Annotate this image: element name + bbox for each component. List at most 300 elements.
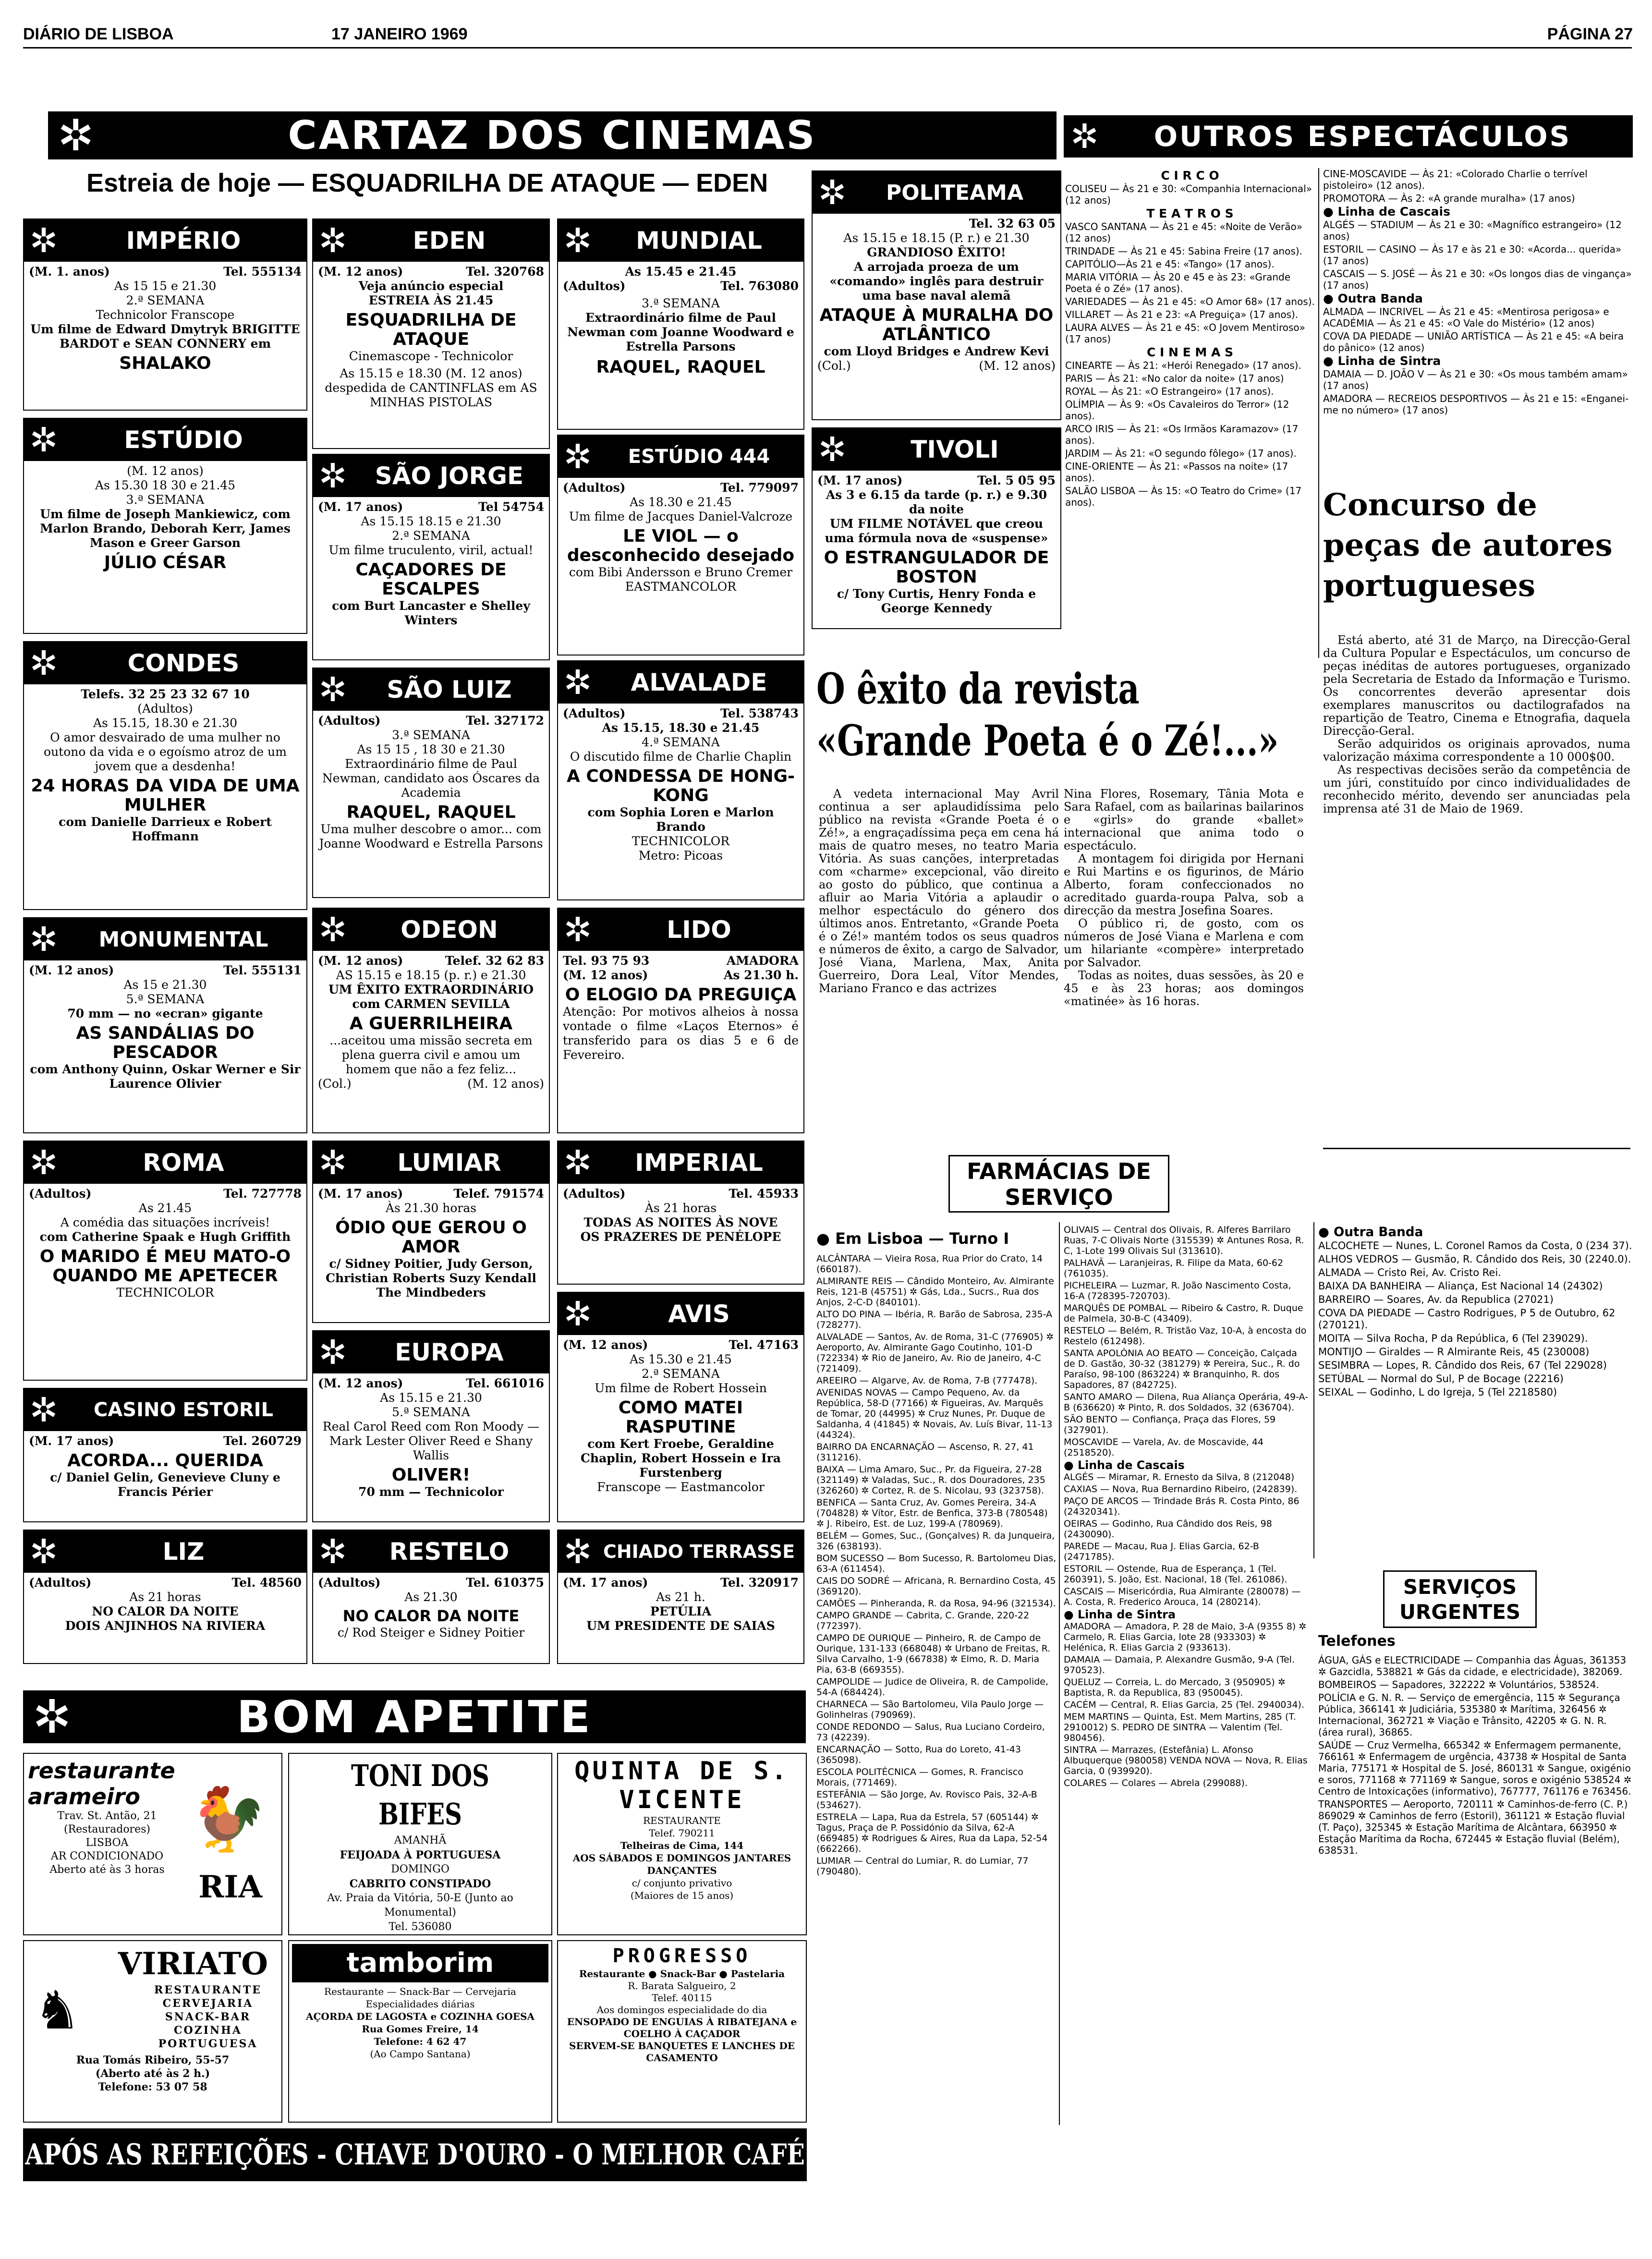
director: Um filme de Jacques Daniel-Valcroze: [569, 510, 793, 523]
cartaz-banner: [48, 111, 1057, 159]
pharmacy-entry: RESTELO — Belém, R. Tristão Vaz, 10-A, à encosta do Restelo (612498).: [1064, 1325, 1307, 1347]
rating: (M. 17 anos): [318, 500, 403, 514]
cinema-name: CHIADO TERRASSE: [603, 1541, 795, 1562]
service-entry: SAÚDE — Cruz Vermelha, 665342 ✲ Enfermagem permanente, 766161 ✲ Enfermagem de urgência, 43738 ✲ Hospital de Santa Maria, 775171 ✲ Hospital de S. José, 860131 ✲ Sangue, oxigénio e soros, 771168 ✲ 771169 ✲ Sangue, soros e oxigénio 538524 ✲ Centro de Intoxicações (informativo), 767777, 761176 e 763456.: [1318, 1739, 1632, 1797]
week: 2.ª SEMANA: [126, 293, 205, 307]
pharmacy-entry: ● Linha de Sintra: [1064, 1608, 1176, 1621]
pharmacy-entry: SESIMBRA — Lopes, R. Cândido dos Reis, 67 (Tel 229028): [1318, 1360, 1607, 1371]
times: As 21.45: [138, 1201, 192, 1215]
pharmacy-entry: ALCOCHETE — Nunes, L. Coronel Ramos da Costa, 0 (234 37).: [1318, 1240, 1632, 1251]
film-title: 24 HORAS DA VIDA DE UMA MULHER: [31, 776, 300, 815]
cinema-lumiar: [312, 1141, 550, 1323]
times: As 15.45 e 21.45: [625, 265, 737, 279]
film-title: CAÇADORES DE ESCALPES: [355, 560, 507, 599]
phone: Tel. 661016: [466, 1376, 544, 1390]
cinema-name: EDEN: [413, 227, 486, 255]
tamborim-title: tamborim: [292, 1944, 548, 1982]
credits: com Kert Froebe, Geraldine Chaplin, Robert Hossein e Ira Furstenberg: [581, 1437, 781, 1480]
rating: (M. 12 anos): [318, 954, 403, 968]
credits: Extraordinário filme de Paul Newman com Joanne Woodward e Estrella Parsons: [567, 311, 794, 353]
credits: c/ Daniel Gelin, Genevieve Cluny e Francis Périer: [50, 1470, 280, 1499]
progresso-l6: SERVEM-SE BANQUETES E LANCHES DE CASAMENTO: [569, 2040, 795, 2064]
pharmacy-entry: BELÉM — Gomes, Suc., (Gonçalves) R. da Junqueira, 326 (638193).: [816, 1530, 1055, 1552]
phone: Tel. 260729: [223, 1434, 302, 1448]
asterisk-icon: ✲: [1070, 117, 1101, 156]
phone: Tel. 320917: [720, 1576, 799, 1590]
asterisk-icon: ✲: [563, 221, 592, 260]
listing-item: T E A T R O S: [1146, 206, 1234, 220]
rias-line2: arameiro: [28, 1784, 140, 1810]
pharmacy-entry: ESTORIL — Ostende, Rua de Esperança, 1 (Tel. 260391), S. João, Est. Nacional, 18 (Tel. 261086).: [1064, 1564, 1288, 1585]
tamborim-l6: (Ao Campo Santana): [370, 2048, 471, 2060]
film-title: ATAQUE À MURALHA DO ATLÂNTICO: [819, 305, 1054, 344]
blurb: UM ÊXITO EXTRAORDINÁRIO com CARMEN SEVILLA: [328, 983, 534, 1011]
phone: Tel. 327172: [466, 714, 544, 728]
asterisk-icon: ✲: [818, 173, 847, 212]
phone: Tel. 5 05 95: [977, 474, 1056, 487]
asterisk-icon: ✲: [29, 420, 58, 460]
concurso-p2: Serão adquiridos os originais aprovados, numa valorização máxima correspondente a 10 000$00.: [1323, 737, 1630, 764]
ad-quinta-s-vicente: [557, 1753, 807, 1935]
asterisk-icon: ✲: [563, 663, 592, 702]
revista-p4: O público ri, de gosto, com os números de José Viana e Marlena e com um hilariante «compère» interpretado por Salvador.: [1064, 917, 1304, 969]
credits: com Danielle Darrieux e Robert Hoffmann: [59, 815, 272, 843]
format: EASTMANCOLOR: [625, 580, 737, 594]
listing-item: PROMOTORA — Às 2: «A grande muralha» (17 anos): [1323, 193, 1575, 204]
rias-city: LISBOA: [85, 1837, 129, 1849]
cinema-mundial: [557, 219, 804, 430]
issue-date: 17 JANEIRO 1969: [331, 25, 468, 43]
listing-item: ROYAL — Às 21: «O Estrangeiro» (17 anos).: [1065, 386, 1274, 397]
toni-l5: Av. Praia da Vitória, 50-E (Junto ao Monumental): [327, 1892, 513, 1919]
times: AS 15.15 e 18.15 (p. r.) e 21.30: [336, 968, 526, 982]
cinema-name: AVIS: [668, 1300, 730, 1328]
headline: GRANDIOSO ÊXITO!: [867, 245, 1006, 259]
service-entry: BOMBEIROS — Sapadores, 322222 ✲ Voluntários, 538524.: [1318, 1679, 1599, 1690]
listing-item: ALGÉS — STADIUM — Às 21 e 30: «Magnífico estrangeiro» (12 anos): [1323, 219, 1622, 242]
pharmacy-entry: ALMIRANTE REIS — Cândido Monteiro, Av. Almirante Reis, 121-B (45751) ✲ Gás, Lda., Sucrs., Rua dos Anjos, 2-C-D (840101).: [816, 1276, 1054, 1308]
location: AMADORA: [726, 954, 799, 968]
pharmacy-entry: ALHOS VEDROS — Gusmão, R. Cândido dos Reis, 30 (2240.0).: [1318, 1253, 1631, 1265]
asterisk-icon: ✲: [563, 1143, 592, 1182]
credits: c/ Tony Curtis, Henry Fonda e George Kennedy: [837, 587, 1036, 615]
pharmacy-entry: ● Outra Banda: [1318, 1225, 1423, 1239]
cinema-name: MONUMENTAL: [98, 927, 268, 952]
film-title: A CONDESSA DE HONG-KONG: [566, 766, 795, 805]
times: As 18.30 e 21.45: [630, 495, 732, 509]
farmacias-banner: [948, 1155, 1169, 1213]
toni-l3: DOMINGO: [391, 1863, 449, 1875]
pharmacy-entry: SANTO AMARO — Dilena, Rua Aliança Operária, 49-A-B (636620) ✲ Pinto, R. dos Soldados, 32 (636704).: [1064, 1392, 1308, 1413]
quinta-l5: c/ conjunto privativo: [632, 1877, 732, 1889]
concurso-p3: As respectivas decisões serão da competência de um júri, constituído por cinco individualidades de reconhecido mérito, devendo ser anunciadas pela imprensa até 31 de Maio de 1969.: [1323, 763, 1630, 815]
pharmacy-entry: AVENIDAS NOVAS — Campo Pequeno, Av. da República, 58-D (77166) ✲ Figueiras, Av. Marquês de Tomar, 20 (44995) ✲ Cruz Nunes, Pr. Duque de Saldanha, 4 (41845) ✲ Novais, Av. Luís Bivar, 11-13 (44324).: [816, 1387, 1053, 1440]
cinema-odeon: [312, 908, 550, 1133]
pharmacy-entry: SETÚBAL — Normal do Sul, P de Bocage (22216): [1318, 1373, 1564, 1385]
rating: (M. 12 anos): [127, 464, 204, 478]
pharmacy-entry: CACÉM — Central, R. Elias Garcia, 25 (Tel. 2940034).: [1064, 1700, 1305, 1710]
outros-col2: [1323, 168, 1633, 485]
premiere: ESTREIA ÀS 21.45: [368, 293, 494, 307]
tamborim-l4: Rua Gomes Freire, 14: [362, 2023, 479, 2035]
bom-apetite-banner: [23, 1690, 806, 1743]
viriato-l1: RESTAURANTE CERVEJARIA SNACK-BAR COZINHA PORTUGUESA: [154, 1984, 262, 2050]
cinema-name: RESTELO: [389, 1538, 510, 1566]
format: Technicolor Franscope: [96, 308, 235, 322]
rating: (Adultos): [563, 279, 626, 293]
cinema-name: ROMA: [143, 1149, 224, 1177]
horse-icon: ♞: [34, 1980, 81, 2041]
showing: TODAS AS NOITES ÀS NOVE: [583, 1215, 778, 1229]
bom-apetite-title: BOM APETITE: [237, 1691, 592, 1743]
pharmacy-entry: CAMPOLIDE — Judice de Oliveira, R. de Campolide, 54-A (684424).: [816, 1676, 1049, 1698]
phone: Tel. 47163: [729, 1338, 799, 1352]
pharmacy-entry: MARQUÊS DE POMBAL — Ribeiro & Castro, R. Duque de Palmela, 30-B-C (43409).: [1064, 1303, 1303, 1324]
film-title: RAQUEL, RAQUEL: [596, 357, 765, 377]
progresso-l4: Aos domingos especialidade do dia: [596, 2004, 767, 2016]
credits: com Catherine Spaak e Hugh Griffith: [39, 1230, 291, 1244]
times: As 15.15 e 18.15 (P. r.) e 21.30: [843, 231, 1030, 245]
cartaz-title: CARTAZ DOS CINEMAS: [288, 112, 817, 158]
pharmacy-entry: AMADORA — Amadora, P. 28 de Maio, 3-A (9355 8) ✲ Carmelo, R. Elias Garcia, lote 28 (933303) ✲ Helénica, R. Elias Garcia 2 (933613).: [1064, 1621, 1307, 1653]
rias-logo: RIA: [198, 1869, 262, 1905]
farmacias-col1: [816, 1253, 1057, 2142]
cinema-name: POLITEAMA: [886, 180, 1024, 205]
pharmacy-entry: MOSCAVIDE — Varela, Av. de Moscavide, 44 (2518520).: [1064, 1437, 1264, 1458]
tamborim-l2: Especialidades diárias: [365, 1998, 475, 2010]
pharmacy-entry: ESCOLA POLITÉCNICA — Gomes, R. Francisco Morais, (771469).: [816, 1767, 1023, 1788]
pharmacy-entry: SÃO BENTO — Confiança, Praça das Flores, 59 (327901).: [1064, 1414, 1276, 1435]
week: 3.ª SEMANA: [642, 296, 720, 310]
pharmacy-entry: SINTRA — Marrazes, (Estefânia) L. Afonso Albuquerque (980058) VENDA NOVA — Nova, R. Elias Garcia, 0 (939920).: [1064, 1745, 1308, 1776]
asterisk-icon: ✲: [563, 1294, 592, 1334]
outros-col1: [1065, 168, 1315, 658]
week: 4.ª SEMANA: [642, 735, 720, 749]
format: TECHNICOLOR: [116, 1286, 214, 1300]
asterisk-icon: ✲: [29, 1143, 58, 1182]
outros-banner: [1064, 115, 1633, 158]
quinta-l4: AOS SÁBADOS E DOMINGOS JANTARES DANÇANTES: [572, 1852, 791, 1876]
film-title: SHALAKO: [119, 353, 211, 373]
toni-l4: CABRITO CONSTIPADO: [349, 1878, 491, 1890]
cinema-monumental: [23, 917, 307, 1133]
revista-p1: A vedeta internacional May Avril continua a ser aplaudidíssima pelo público na revista «Grande Poeta é o Zé!», a engraçadíssima peça em cena há mais de quatro meses, no teatro Maria Vitória. As suas canções, interpretadas com «charme» excepcional, vão direito ao gosto do público, que continua a afluir ao Maria Vitória a aplaudir o melhor espectáculo do género dos últimos anos. Entretanto, «Grande Poeta é o Zé!» mantém todos os seus quadros e números de êxito, a cargo de Salvador, José Viana, Marlena, Max, Anita Guerreiro, Dora Leal, Vítor Mendes, Mariano Franco e das actrizes: [819, 788, 1059, 995]
ad-tamborim: [288, 1940, 552, 2123]
listing-item: COVA DA PIEDADE — UNIÃO ARTÍSTICA — Às 21 e 45: «A beira do pânico» (12 anos): [1323, 330, 1624, 353]
phone: Telef. 791574: [453, 1187, 544, 1201]
times: As 15.15, 18.30 e 21.45: [602, 721, 760, 735]
servicos-body: [1318, 1654, 1633, 2135]
blurb: O discutido filme de Charlie Chaplin: [570, 750, 792, 764]
farmacias-title: FARMÁCIAS DE SERVIÇO: [967, 1158, 1151, 1210]
week: 2.ª SEMANA: [642, 1367, 720, 1381]
week: 5.ª SEMANA: [126, 992, 205, 1006]
pharmacy-entry: BAIRRO DA ENCARNAÇÃO — Ascenso, R. 27, 41 (311216).: [816, 1442, 1034, 1463]
outros-title: OUTROS ESPECTÁCULOS: [1154, 120, 1572, 153]
film-title: ACORDA... QUERIDA: [67, 1451, 263, 1470]
ad-viriato: [23, 1940, 282, 2123]
listing-item: CINE-ORIENTE — Às 21: «Passos na noite» (17 anos).: [1065, 461, 1288, 484]
ad-progresso: [557, 1940, 807, 2123]
pharmacy-entry: ESTRELA — Lapa, Rua da Estrela, 57 (605144) ✲ Tagus, Praça de P. Possidónio da Silva, 62-A (669485) ✲ Rodrigues & Aires, Rua da Lapa, 52-54 (662266).: [816, 1812, 1048, 1854]
listing-item: JARDIM — Às 21: «O segundo fôlego» (17 anos).: [1065, 448, 1297, 459]
rating: (M. 12 anos): [979, 359, 1056, 373]
asterisk-icon: ✲: [318, 910, 347, 949]
revista-p5: Todas as noites, duas sessões, às 20 e 45 e às 23 horas; aos domingos «matinée» às 16 horas.: [1064, 969, 1304, 1008]
phone: Tel. 727778: [223, 1187, 302, 1201]
cinema-name: TIVOLI: [911, 436, 999, 463]
rating: (M. 17 anos): [817, 474, 903, 487]
cinema-imperial: [557, 1141, 804, 1285]
credits: c/ Sidney Poitier, Judy Gerson, Christian Roberts Suzy Kendall The Mindbeders: [326, 1257, 536, 1300]
listing-item: C I R C O: [1161, 169, 1219, 182]
rating: (M. 1. anos): [29, 265, 110, 279]
film-title: COMO MATEI RASPUTINE: [618, 1398, 743, 1437]
times: As 15 15 , 18 30 e 21.30: [357, 742, 505, 756]
listing-item: ● Linha de Sintra: [1323, 354, 1441, 368]
cinema-lido: [557, 908, 804, 1133]
metro: Metro: Picoas: [638, 849, 723, 862]
progresso-l3: Telef. 40115: [652, 1992, 712, 2004]
credits: com Burt Lancaster e Shelley Winters: [332, 599, 530, 627]
revista-headline: O êxito da revista «Grande Poeta é o Zé!...»: [816, 664, 1279, 765]
pharmacy-entry: CAMÕES — Pinheranda, R. da Rosa, 94-96 (321534).: [816, 1598, 1056, 1609]
rating: (M. 17 anos): [29, 1434, 114, 1448]
viriato-l2: Rua Tomás Ribeiro, 55-57: [76, 2054, 230, 2066]
pharmacy-entry: ALGÉS — Miramar, R. Ernesto da Silva, 8 (212048): [1064, 1472, 1295, 1482]
service-entry: TRANSPORTES — Aeroporto, 720111 ✲ Caminhos-de-ferro (C. P.) 869029 ✲ Caminhos de ferro (Estoril), 361121 ✲ Estação fluvial (T. Paço), 325345 ✲ Estação Marítima de Alcântara, 663950 ✲ Estação Marítima da Rocha, 672445 ✲ Estação fluvial (Belém), 638531.: [1318, 1798, 1628, 1856]
rating: (M. 12 anos): [563, 968, 648, 982]
pharmacy-entry: DAMAIA — Damaia, P. Alexandre Gusmão, 9-A (Tel. 970523).: [1064, 1654, 1295, 1676]
pharmacy-entry: LUMIAR — Central do Lumiar, R. do Lumiar, 77 (790480).: [816, 1856, 1029, 1877]
film-title: O ESTRANGULADOR DE BOSTON: [824, 548, 1049, 587]
phone: Tel. 779097: [720, 481, 799, 495]
cinema-sao-jorge: [312, 454, 550, 660]
pharmacy-entry: MOITA — Silva Rocha, P da República, 6 (Tel 239029).: [1318, 1333, 1588, 1344]
asterisk-icon: ✲: [29, 1532, 58, 1571]
phone: Telef. 32 62 83: [445, 954, 544, 968]
pharmacy-entry: ESTEFÂNIA — São Jorge, Av. Rovisco Pais, 32-A-B (534627).: [816, 1789, 1037, 1810]
tamborim-l1: Restaurante — Snack-Bar — Cervejaria: [324, 1986, 516, 1997]
times: As 15 e 21.30: [123, 978, 207, 992]
rating: (M. 12 anos): [318, 265, 403, 279]
estreia-line: Estreia de hoje — ESQUADRILHA DE ATAQUE — EDEN: [86, 169, 768, 197]
credits: c/ Rod Steiger e Sidney Poitier: [337, 1626, 525, 1640]
paper-name: DIÁRIO DE LISBOA: [23, 25, 174, 43]
listing-item: LAURA ALVES — Às 21 e 45: «O Jovem Mentiroso» (17 anos): [1065, 322, 1305, 345]
film-title: PETÚLIA: [650, 1604, 711, 1618]
format: 70 mm — no «ecran» gigante: [67, 1007, 263, 1020]
rating: (Adultos): [563, 481, 626, 495]
pharmacy-entry: AREEIRO — Algarve, Av. de Roma, 7-B (777478).: [816, 1375, 1038, 1386]
ad-toni-dos-bifes: [288, 1753, 552, 1935]
times: As 15.15 18.15 e 21.30: [361, 514, 501, 528]
format: Cinemascope - Technicolor: [349, 349, 513, 363]
rating: (Adultos): [29, 1576, 92, 1590]
listing-item: ● Outra Banda: [1323, 291, 1423, 305]
revista-col2: [1064, 788, 1304, 1210]
listing-item: CINE-MOSCAVIDE — Às 21: «Colorado Charlie o terrível pistoleiro» (12 anos).: [1323, 168, 1588, 191]
cinema-name: LIZ: [162, 1538, 205, 1566]
credits: com Lloyd Bridges e Andrew Kevi: [824, 344, 1049, 358]
credits: com Sophia Loren e Marlon Brando: [587, 805, 774, 834]
asterisk-icon: ✲: [318, 1143, 347, 1182]
pharmacy-entry: MEM MARTINS — Quinta, Est. Mem Martins, 285 (T. 2910012) S. PEDRO DE SINTRA — Valentim (Tel. 980456).: [1064, 1712, 1296, 1743]
film-title: NO CALOR DA NOITE: [342, 1607, 520, 1625]
concurso-body: [1323, 634, 1630, 1114]
credits: com Anthony Quinn, Oskar Werner e Sir Laurence Olivier: [30, 1062, 301, 1091]
asterisk-icon: ✲: [318, 1532, 347, 1571]
revista-p2: Nina Flores, Rosemary, Tânia Mota e Sara Rafael, com as bailarinas bailarinos e «girls» do grande «ballet» internacional que anima todo o espectáculo.: [1064, 788, 1304, 852]
film-title: ESQUADRILHA DE ATAQUE: [345, 310, 517, 349]
pharmacy-entry: ALTO DO PINA — Ibéria, R. Barão de Sabrosa, 235-A (728277).: [816, 1309, 1053, 1330]
quinta-l2: Telef. 790211: [649, 1827, 715, 1839]
concurso-p1: Está aberto, até 31 de Março, na Direcção-Geral da Cultura Popular e Espectáculos, um concurso de peças inéditas de autores portugueses, organizado pela Secretaria de Estado da Informação e Turismo. Os concorrentes deverão apresentar dois exemplares manuscritos ou dactilografados na repartição de Teatro, Cinema e Etnografia, daquela Direcção-Geral.: [1323, 634, 1630, 738]
rating: (M. 17 anos): [563, 1576, 648, 1590]
listing-item: ARCO IRIS — Às 21: «Os Irmãos Karamazov» (17 anos).: [1065, 423, 1299, 446]
film-title-2: UM PRESIDENTE DE SAIAS: [586, 1619, 775, 1633]
rias-area: (Restauradores): [64, 1823, 150, 1835]
farmacias-col2: [1064, 1225, 1309, 2127]
cinema-name: SÃO JORGE: [375, 462, 524, 490]
cinema-liz: [23, 1530, 307, 1664]
ad-rias: [23, 1753, 282, 1935]
asterisk-icon: ✲: [33, 1690, 73, 1743]
toni-l2: FEIJOADA À PORTUGUESA: [340, 1849, 501, 1861]
week: 3.ª SEMANA: [126, 493, 205, 507]
film-title: O ELOGIO DA PREGUIÇA: [565, 985, 797, 1005]
cinema-name: LUMIAR: [397, 1149, 501, 1177]
blurb: UM FILME NOTÁVEL que creou uma fórmula nova de «suspense»: [825, 517, 1048, 545]
ad-chave-douro: [23, 2128, 807, 2181]
phone: Tel. 610375: [466, 1576, 544, 1590]
rating: (Adultos): [29, 1187, 92, 1201]
format: Franscope — Eastmancolor: [597, 1480, 765, 1494]
listing-item: TRINDADE — Às 21 e 45: Sabina Freire (17 anos).: [1065, 245, 1302, 257]
times: As 15.15 e 21.30: [380, 1391, 482, 1405]
progresso-title: PROGRESSO: [612, 1945, 752, 1967]
cinema-europa: [312, 1330, 550, 1522]
pharmacy-entry: BAIXA DA BANHEIRA — Aliança, Est Nacional 14 (24302): [1318, 1280, 1603, 1292]
listing-item: C I N E M A S: [1146, 345, 1234, 359]
asterisk-icon: ✲: [563, 1532, 592, 1571]
cinema-eden: [312, 219, 550, 449]
phone: Telefs. 32 25 23 32 67 10: [81, 687, 250, 701]
film-title: NO CALOR DA NOITE: [92, 1604, 239, 1618]
times: Às 21 horas: [644, 1201, 717, 1215]
cinema-alvalade: [557, 660, 804, 900]
concurso-headline: Concurso de peças de autores portugueses: [1323, 487, 1613, 604]
pharmacy-entry: ALMADA — Cristo Rei, Av. Cristo Rei.: [1318, 1267, 1501, 1278]
format: (Col.): [817, 359, 851, 373]
cinema-name: ODEON: [401, 916, 498, 944]
pharmacy-entry: ALCÂNTARA — Vieira Rosa, Rua Prior do Crato, 14 (660187).: [816, 1253, 1043, 1275]
asterisk-icon: ✲: [563, 437, 592, 476]
cinema-politeama: [812, 170, 1061, 420]
servicos-sub: Telefones: [1318, 1633, 1396, 1650]
asterisk-icon: ✲: [563, 910, 592, 949]
listing-item: DAMAIA — D. JOÃO V — Às 21 e 30: «Os mous também amam» (17 anos): [1323, 368, 1628, 391]
film-title: OS PRAZERES DE PENÉLOPE: [580, 1230, 781, 1244]
pharmacy-entry: CHARNECA — São Bartolomeu, Vila Paulo Jorge — Golinhelras (790969).: [816, 1699, 1044, 1720]
times: Às 21.30 horas: [385, 1201, 477, 1215]
service-entry: POLÍCIA e G. N. R. — Serviço de emergência, 115 ✲ Segurança Pública, 366141 ✲ Judiciária, 535380 ✲ Marítima, 326456 ✲ Internacional, 362721 ✲ Viação e Trânsito, 42205 ✲ G. N. R. (área rural), 36865.: [1318, 1692, 1620, 1738]
phone: Tel. 555131: [223, 963, 302, 977]
blurb: A arrojada proeza de um «comando» inglês para destruir uma base naval alemã: [829, 260, 1044, 303]
page-number: PÁGINA 27: [1547, 25, 1633, 43]
rating: (Adultos): [318, 714, 381, 728]
film-title: OLIVER!: [391, 1465, 471, 1485]
listing-item: ● Linha de Cascais: [1323, 205, 1450, 219]
times: As 21.30 h.: [723, 968, 799, 982]
chave-text: APÓS AS REFEIÇÕES - CHAVE D'OURO - O MELHOR CAFÉ: [25, 2138, 805, 2172]
rating: (M. 12 anos): [29, 963, 114, 977]
cinema-name: IMPÉRIO: [126, 227, 241, 255]
pharmacy-entry: PAÇO DE ARCOS — Trindade Brás R. Costa Pinto, 86 (24320341).: [1064, 1496, 1300, 1517]
cinema-roma: [23, 1141, 307, 1381]
listing-item: VARIEDADES — Às 21 e 45: «O Amor 68» (17 anos).: [1065, 296, 1315, 307]
cinema-condes: [23, 641, 307, 910]
service-entry: ÁGUA, GÁS e ELECTRICIDADE — Companhia das Águas, 361353 ✲ Gazcidla, 538821 ✲ Gás da cidade, e electricidade), 382069.: [1318, 1654, 1627, 1677]
quinta-l1: RESTAURANTE: [643, 1815, 721, 1826]
tamborim-l5: Telefone: 4 62 47: [374, 2036, 467, 2047]
listing-item: SALÃO LISBOA — Às 15: «O Teatro do Crime» (17 anos).: [1065, 485, 1302, 508]
credits: com Bibi Andersson e Bruno Cremer: [569, 565, 793, 579]
notice: Atenção: Por motivos alheios à nossa vontade o filme «Laços Eternos» é transferido para os dias 5 e 6 de Fevereiro.: [563, 1005, 799, 1062]
cinema-estudio-444: [557, 435, 804, 656]
listing-item: ESTORIL — CASINO — Às 17 e às 21 e 30: «Acorda... querida» (17 anos): [1323, 243, 1622, 267]
pharmacy-entry: PALHAVÃ — Laranjeiras, R. Filipe da Mata, 60-62 (761035).: [1064, 1258, 1284, 1279]
listing-item: CINEARTE — Às 21: «Herói Renegado» (17 anos).: [1065, 360, 1301, 371]
listing-item: VASCO SANTANA — Às 21 e 45: «Noite de Verão» (12 anos): [1065, 221, 1302, 244]
rating: (Adultos): [318, 1576, 381, 1590]
asterisk-icon: ✲: [318, 221, 347, 260]
phone: Tel. 538743: [720, 706, 799, 720]
week: 2.ª SEMANA: [392, 529, 470, 543]
rating: (M. 17 anos): [318, 1187, 403, 1201]
listing-item: MARIA VITÓRIA — Às 20 e 45 e às 23: «Grande Poeta é o Zé» (17 anos).: [1065, 271, 1291, 294]
blurb: O amor desvairado de uma mulher no outono da vida e o egoísmo atroz de um jovem que a desdenha!: [44, 730, 287, 773]
progresso-l5: ENSOPADO DE ENGUIAS À RIBATEJANA e COELHO À CAÇADOR: [567, 2016, 797, 2040]
phone: Tel. 45933: [729, 1187, 799, 1201]
film-title: ÓDIO QUE GEROU O AMOR: [335, 1218, 527, 1257]
asterisk-icon: ✲: [818, 430, 847, 469]
asterisk-icon: ✲: [29, 920, 58, 959]
cinema-name: MUNDIAL: [636, 227, 762, 255]
times: As 21.30: [404, 1590, 458, 1604]
rating: (Adultos): [137, 702, 193, 716]
asterisk-icon: ✲: [58, 111, 96, 159]
pharmacy-entry: BOM SUCESSO — Bom Sucesso, R. Bartolomeu Dias, 63-A (611454).: [816, 1553, 1057, 1574]
credits: Um filme de Joseph Mankiewicz, com Marlon Brando, Deborah Kerr, James Mason e Greer Garson: [40, 507, 291, 550]
quinta-l3: Telheiras de Cima, 144: [620, 1840, 744, 1851]
cinema-estudio: [23, 418, 307, 634]
credits: Uma mulher descobre o amor... com Joanne Woodward e Estrella Parsons: [319, 822, 543, 850]
rooster-icon: 🐓: [189, 1783, 267, 1856]
rating: (Adultos): [563, 706, 626, 720]
farmacias-lisboa-heading: ● Em Lisboa — Turno I: [816, 1229, 1009, 1248]
rating: (Adultos): [563, 1187, 626, 1201]
cinema-name: SÃO LUIZ: [387, 676, 512, 704]
film-title: AS SANDÁLIAS DO PESCADOR: [76, 1023, 255, 1062]
quinta-l6: (Maiores de 15 anos): [630, 1890, 734, 1901]
pharmacy-entry: PICHELEIRA — Luzmar, R. João Nascimento Costa, 16-A (728395-720703).: [1064, 1280, 1291, 1301]
pharmacy-entry: ALVALADE — Santos, Av. de Roma, 31-C (776905) ✲ Aeroporto, Av. Almirante Gago Coutinho, 101-D (722334) ✲ Rio de Janeiro, Av. Rio de Janeiro, 4-C (721409).: [816, 1332, 1054, 1374]
format: (Col.): [318, 1077, 352, 1091]
pharmacy-entry: CAMPO GRANDE — Cabrita, C. Grande, 220-22 (772397).: [816, 1610, 1030, 1631]
pharmacy-entry: SANTA APOLÓNIA AO BEATO — Conceição, Calçada de D. Gastão, 30-32 (381279) ✲ Pereira, Suc., R. do Paraíso, 98-100 (863224) ✲ Branquinho, R. dos Sapadores, 87 (842725).: [1064, 1348, 1300, 1390]
listing-item: CAPITÓLIO—Às 21 e 45: «Tango» (17 anos).: [1065, 258, 1275, 270]
